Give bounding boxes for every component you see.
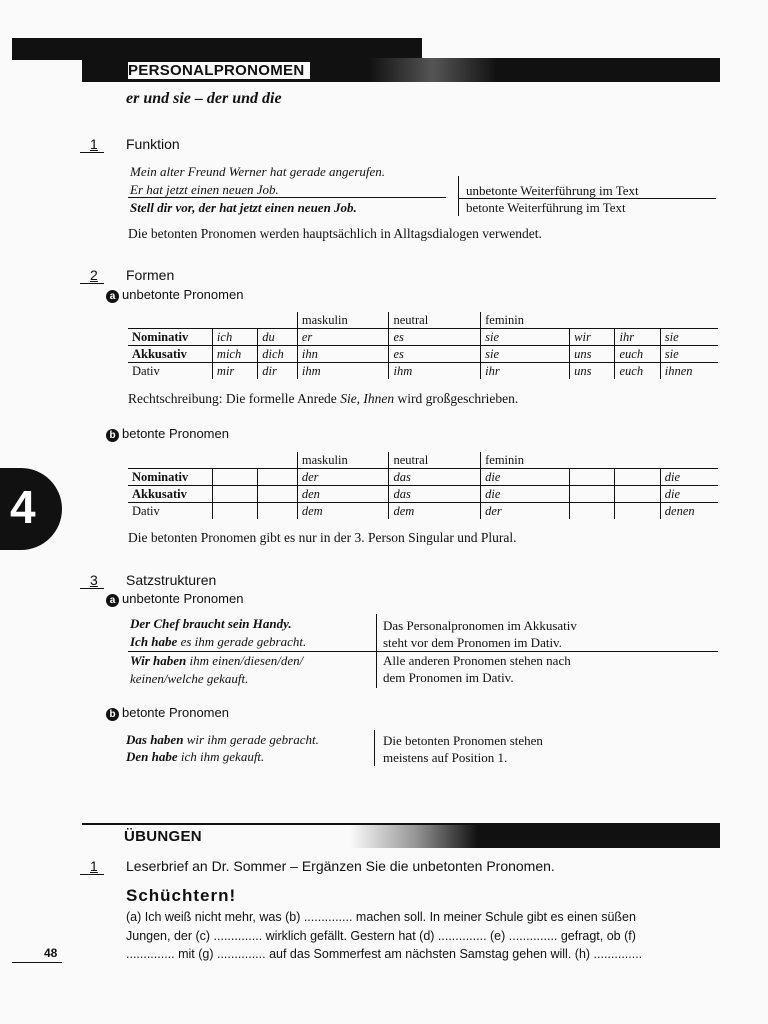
table-cell: [570, 469, 615, 486]
table-cell: [258, 503, 298, 520]
table-row: [128, 503, 718, 520]
s3b-example-1: [126, 732, 319, 748]
s2-a-label-text: unbetonte Pronomen: [122, 287, 244, 302]
case-label: Akkusativ: [132, 487, 187, 501]
letter-line-3: .............. mit (g) .............. auf das Sommerfest am nächsten Samstag gehen will. (h) ..............: [126, 947, 643, 961]
table-cell: es: [389, 346, 481, 363]
spelling-note-em: Sie, Ihnen: [340, 391, 395, 406]
section-3-number: 3: [90, 572, 98, 588]
s1-example-2-underline: [128, 197, 446, 198]
spelling-note-pre: Rechtschreibung: Die formelle Anrede: [128, 391, 341, 406]
page-title: PERSONALPRONOMEN: [128, 62, 310, 79]
table-cell: [570, 503, 615, 520]
s3a-ex3-bold: Wir haben: [130, 653, 187, 668]
header-feminin: feminin: [481, 452, 570, 469]
table-cell: euch: [615, 363, 660, 380]
s2-a-label: [106, 287, 243, 303]
letter-line-2: Jungen, der (c) .............. wirklich gefällt. Gestern hat (d) .............. (e) .............. gefragt, ob (f): [126, 929, 636, 943]
table-cell: den: [297, 486, 389, 503]
s3a-example-1: Der Chef braucht sein Handy.: [130, 616, 292, 631]
section-2-number: 2: [90, 267, 98, 283]
s3-a-label-text: unbetonte Pronomen: [122, 591, 244, 606]
spelling-note-post: wird großgeschrieben.: [394, 391, 519, 406]
table-cell: [258, 469, 298, 486]
table-cell: [212, 503, 257, 520]
section-1-heading: Funktion: [126, 136, 180, 152]
exercises-title: ÜBUNGEN: [124, 828, 202, 845]
s3b-ex2-bold: Den habe: [126, 749, 178, 764]
table-cell: ihr: [615, 329, 660, 346]
s2-b-label: [106, 426, 229, 442]
table-cell: die: [660, 469, 718, 486]
table-cell: die: [481, 469, 570, 486]
table-cell: mir: [212, 363, 257, 380]
stressed-pronoun-table: [128, 452, 718, 519]
s1-note-2: betonte Weiterführung im Text: [466, 200, 626, 215]
table-cell: sie: [660, 329, 718, 346]
table-row: [128, 469, 718, 486]
s2-summary: Die betonten Pronomen gibt es nur in der 3. Person Singular und Plural.: [128, 530, 517, 545]
header-neutral: neutral: [389, 452, 481, 469]
table-cell: [258, 486, 298, 503]
s1-summary: Die betonten Pronomen werden hauptsächlich in Alltagsdialogen verwendet.: [128, 226, 542, 241]
section-1-number: 1: [90, 136, 98, 152]
table-cell: sie: [481, 329, 570, 346]
s3a-example-3: [130, 653, 303, 669]
letter-title: Schüchtern!: [126, 886, 237, 905]
header-feminin: feminin: [481, 312, 570, 329]
s1-example-3: Stell dir vor, der hat jetzt einen neuen Job.: [130, 200, 357, 215]
table-cell: denen: [660, 503, 718, 520]
s3-b-label-text: betonte Pronomen: [122, 705, 229, 720]
page-subtitle: er und sie – der und die: [126, 90, 282, 107]
table-cell: der: [297, 469, 389, 486]
header-neutral: neutral: [389, 312, 481, 329]
table-cell: das: [389, 469, 481, 486]
case-label: Akkusativ: [132, 347, 187, 361]
s3a-divider: [376, 614, 377, 688]
table-cell: die: [660, 486, 718, 503]
s2-b-label-text: betonte Pronomen: [122, 426, 229, 441]
s3b-ex1-bold: Das haben: [126, 732, 184, 747]
s3b-note-2: meistens auf Position 1.: [383, 750, 508, 765]
s1-divider: [458, 176, 459, 216]
s3b-ex1-rest: wir ihm gerade gebracht.: [183, 732, 319, 747]
s1-note-1: unbetonte Weiterführung im Text: [466, 183, 639, 198]
s3a-note-1: Das Personalpronomen im Akkusativ: [383, 618, 577, 633]
s3-b-label: [106, 705, 229, 721]
table-cell: wir: [570, 329, 615, 346]
s3a-ex2-rest: es ihm gerade gebracht.: [177, 634, 307, 649]
s3a-line: [128, 651, 718, 652]
table-cell: sie: [481, 346, 570, 363]
s3a-note-4: dem Pronomen im Dativ.: [383, 670, 514, 685]
table-cell: du: [258, 329, 298, 346]
table-cell: dich: [258, 346, 298, 363]
exercise-1-instruction: Leserbrief an Dr. Sommer – Ergänzen Sie die unbetonten Pronomen.: [126, 858, 555, 874]
s3b-ex2-rest: ich ihm gekauft.: [177, 749, 265, 764]
case-label: Dativ: [132, 364, 160, 378]
table-cell: ich: [212, 329, 257, 346]
case-label: Dativ: [132, 504, 160, 518]
page-number: 48: [44, 946, 58, 960]
table-cell: dem: [389, 503, 481, 520]
exercise-1-underline: [80, 874, 104, 875]
s3a-example-4: keinen/welche gekauft.: [130, 671, 249, 686]
s1-example-1: Mein alter Freund Werner hat gerade angerufen.: [130, 164, 386, 179]
table-cell: dem: [297, 503, 389, 520]
spelling-note: [128, 391, 518, 407]
header-maskulin: maskulin: [297, 312, 389, 329]
section-2-underline: [80, 283, 104, 284]
table-header-row: [128, 452, 718, 469]
chapter-number: 4: [10, 481, 36, 533]
table-cell: uns: [570, 346, 615, 363]
s3a-note-2: steht vor dem Pronomen im Dativ.: [383, 635, 562, 650]
case-label: Nominativ: [132, 330, 189, 344]
table-cell: die: [481, 486, 570, 503]
table-row: [128, 363, 718, 380]
exercise-1-number: 1: [90, 858, 98, 874]
section-2-heading: Formen: [126, 267, 175, 283]
table-cell: uns: [570, 363, 615, 380]
table-cell: ihm: [389, 363, 481, 380]
table-cell: [615, 486, 660, 503]
table-cell: euch: [615, 346, 660, 363]
s3a-note-3: Alle anderen Pronomen stehen nach: [383, 653, 571, 668]
section-1-underline: [80, 152, 104, 153]
header-bar-top: [12, 38, 422, 60]
header-maskulin: maskulin: [297, 452, 389, 469]
table-cell: [212, 486, 257, 503]
s3b-example-2: [126, 749, 264, 765]
circle-b-icon: b: [106, 708, 119, 721]
s3b-note-1: Die betonten Pronomen stehen: [383, 733, 543, 748]
table-cell: sie: [660, 346, 718, 363]
table-cell: [570, 486, 615, 503]
table-cell: [615, 503, 660, 520]
s1-example-2: Er hat jetzt einen neuen Job.: [130, 182, 279, 197]
table-cell: ihm: [297, 363, 389, 380]
section-3-heading: Satzstrukturen: [126, 572, 217, 588]
table-cell: [615, 469, 660, 486]
circle-a-icon: a: [106, 290, 119, 303]
s3a-ex2-bold: Ich habe: [130, 634, 178, 649]
table-cell: [212, 469, 257, 486]
s3b-divider: [374, 730, 375, 766]
table-cell: mich: [212, 346, 257, 363]
unstressed-pronoun-table: [128, 312, 718, 379]
table-cell: ihr: [481, 363, 570, 380]
section-3-underline: [80, 588, 104, 589]
exercises-top-rule: [82, 823, 720, 825]
circle-a-icon: a: [106, 594, 119, 607]
s3a-ex3-rest: ihm einen/diesen/den/: [186, 653, 304, 668]
page-number-rule: [12, 962, 62, 963]
table-row: [128, 486, 718, 503]
table-row: [128, 346, 718, 363]
case-label: Nominativ: [132, 470, 189, 484]
s3a-example-2: [130, 634, 306, 650]
table-cell: ihnen: [660, 363, 718, 380]
table-cell: er: [297, 329, 389, 346]
table-header-row: [128, 312, 718, 329]
circle-b-icon: b: [106, 429, 119, 442]
table-cell: der: [481, 503, 570, 520]
table-cell: das: [389, 486, 481, 503]
chapter-tab: [0, 468, 62, 550]
letter-line-1: (a) Ich weiß nicht mehr, was (b) .............. machen soll. In meiner Schule gibt es einen süßen: [126, 910, 636, 924]
s3-a-label: [106, 591, 243, 607]
table-cell: ihn: [297, 346, 389, 363]
table-cell: dir: [258, 363, 298, 380]
table-row: [128, 329, 718, 346]
table-cell: es: [389, 329, 481, 346]
